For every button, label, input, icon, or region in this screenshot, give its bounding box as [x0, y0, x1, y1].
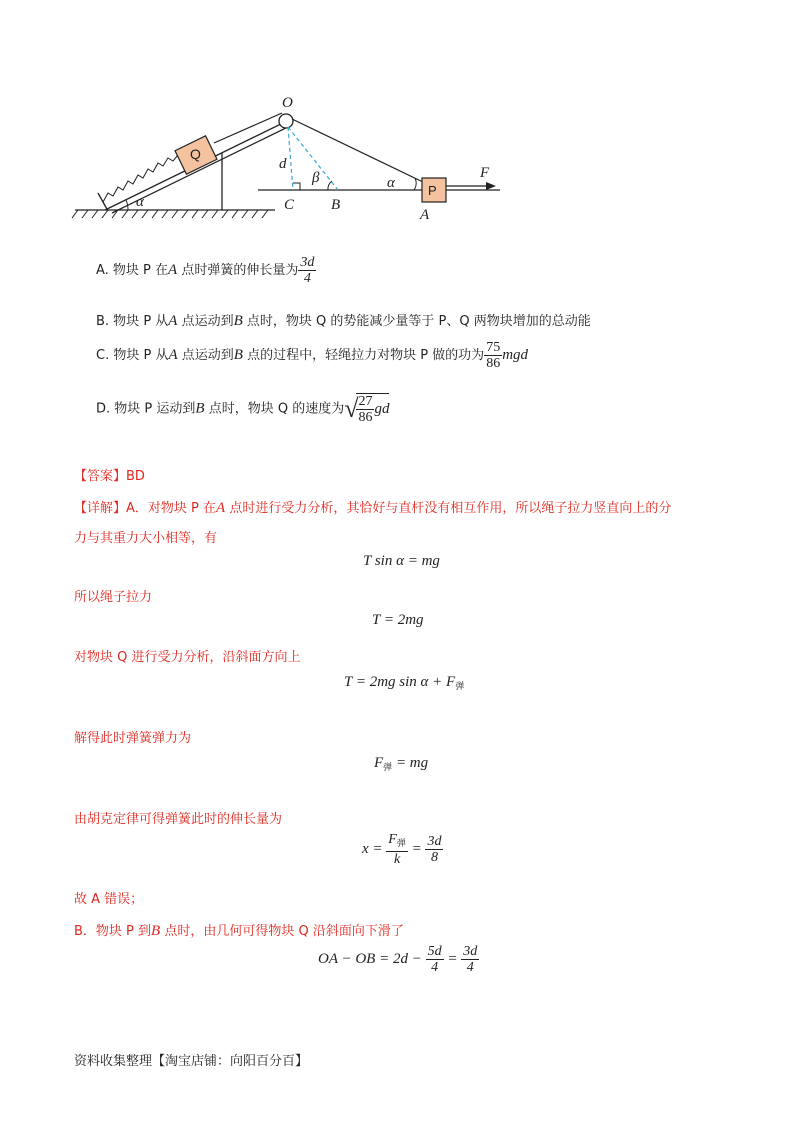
detail-line-2: 力与其重力大小相等，有 — [74, 531, 218, 546]
svg-text:β: β — [312, 170, 320, 186]
detail-line-4: 对物块 Q 进行受力分析，沿斜面方向上 — [74, 650, 301, 665]
svg-text:α: α — [136, 194, 144, 210]
svg-text:C: C — [284, 197, 295, 213]
option-c: C. 物块 P 从A 点运动到B 点的过程中，轻绳拉力对物块 P 做的功为 $\frac{75}{86}$ mgd — [96, 340, 529, 371]
label-q: Q — [190, 146, 201, 162]
physics-diagram — [60, 85, 520, 235]
equation-6: OA − OB = 2d − $\frac{5d}{4}$ = $\frac{3d}{4}$ — [318, 944, 478, 975]
detail-line-1: 【详解】A．对物块 P 在A 点时进行受力分析，其恰好与直杆没有相互作用，所以绳子拉力竖直向上的分 — [74, 500, 672, 516]
detail-line-8: B．物块 P 到B 点时，由几何可得物块 Q 沿斜面向下滑了 — [74, 923, 404, 939]
pulley — [279, 114, 293, 128]
answer-line: 【答案】BD — [74, 469, 145, 484]
equation-2: T = 2mg — [372, 612, 424, 628]
equation-1: T sin α = mg — [363, 553, 440, 569]
option-d: D. 物块 P 运动到B 点时，物块 Q 的速度为√ $\frac{27}{86}$ gd — [96, 394, 390, 425]
equation-4: $F_弹$ = mg — [374, 755, 429, 772]
detail-line-7: 故 A 错误； — [74, 892, 144, 907]
svg-text:B: B — [331, 197, 341, 213]
detail-line-5: 解得此时弹簧弹力为 — [74, 731, 192, 746]
option-a: A. 物块 P 在A 点时弹簧的伸长量为 $\frac{3d}{4}$ — [96, 255, 315, 286]
equation-3: T = 2mg $\sin \alpha + F_弹$ — [344, 674, 465, 691]
svg-text:d: d — [279, 156, 287, 172]
detail-line-6: 由胡克定律可得弹簧此时的伸长量为 — [74, 812, 283, 827]
svg-text:O: O — [282, 95, 293, 111]
svg-text:P: P — [428, 183, 437, 198]
footer: 资料收集整理【淘宝店铺：向阳百分百】 — [74, 1054, 309, 1069]
svg-text:A: A — [420, 207, 430, 223]
detail-line-3: 所以绳子拉力 — [74, 590, 153, 605]
svg-text:α: α — [387, 175, 395, 191]
svg-text:F: F — [480, 165, 490, 181]
option-b: B. 物块 P 从A 点运动到B 点时，物块 Q 的势能减少量等于 P、Q 两物块增加的总动能 — [96, 313, 591, 329]
equation-5: x = $\frac{F_弹}{k}$ = $\frac{3d}{8}$ — [362, 832, 442, 867]
